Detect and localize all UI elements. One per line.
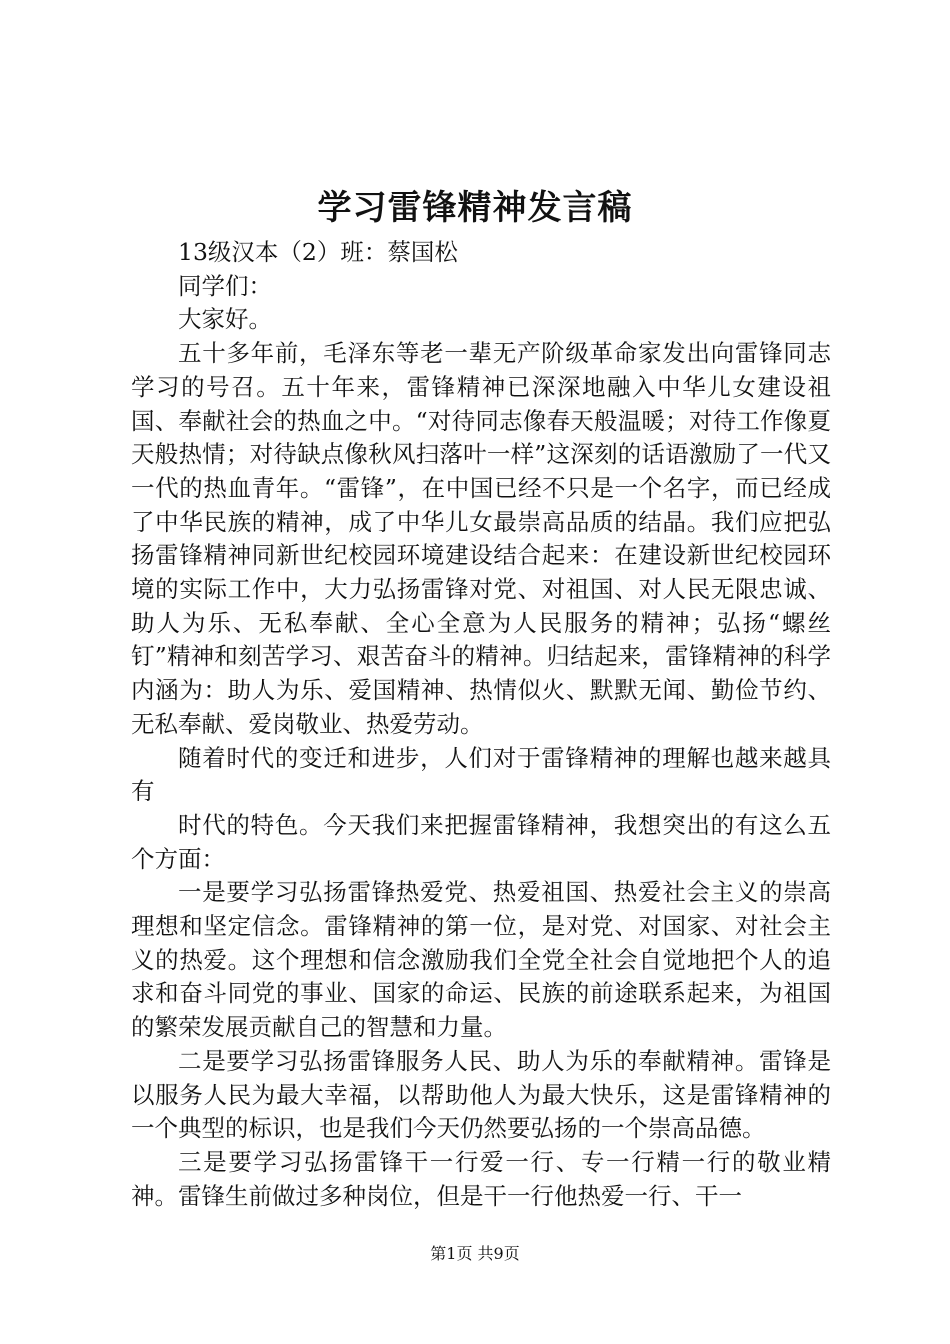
paragraph: 时代的特色。今天我们来把握雷锋精神，我想突出的有这么五个方面： xyxy=(131,810,831,873)
paragraph: 二是要学习弘扬雷锋服务人民、助人为乐的奉献精神。雷锋是以服务人民为最大幸福，以帮助他人为最大快乐，这是雷锋精神的一个典型的标识，也是我们今天仍然要弘扬的一个崇高品德。 xyxy=(131,1046,831,1143)
paragraph: 五十多年前，毛泽东等老一辈无产阶级革命家发出向雷锋同志学习的号召。五十年来，雷锋精神已深深地融入中华儿女建设祖国、奉献社会的热血之中。“对待同志像春天般温暖；对待工作像夏天般热情；对待缺点像秋风扫落叶一样”这深刻的话语激励了一代又一代的热血青年。“雷锋”，在中国已经不只是一个名字，而已经成了中华民族的精神，成了中华儿女最崇高品质的结晶。我们应把弘扬雷锋精神同新世纪校园环境建设结合起来：在建设新世纪校园环境的实际工作中，大力弘扬雷锋对党、对祖国、对人民无限忠诚、助人为乐、无私奉献、全心全意为人民服务的精神；弘扬“螺丝钉”精神和刻苦学习、艰苦奋斗的精神。归结起来，雷锋精神的科学内涵为：助人为乐、爱国精神、热情似火、默默无闻、勤俭节约、无私奉献、爱岗敬业、热爱劳动。 xyxy=(131,339,831,738)
paragraph: 随着时代的变迁和进步，人们对于雷锋精神的理解也越来越具有 xyxy=(131,743,831,806)
author-line: 13级汉本（2）班：蔡国松 xyxy=(178,238,458,266)
greeting: 大家好。 xyxy=(178,305,272,334)
document-body xyxy=(131,208,831,1213)
page-footer: 第1页 共9页 xyxy=(430,1244,520,1263)
document-title: 学习雷锋精神发言稿 xyxy=(317,188,633,228)
paragraph: 一是要学习弘扬雷锋热爱党、热爱祖国、热爱社会主义的崇高理想和坚定信念。雷锋精神的第一位，是对党、对国家、对社会主义的热爱。这个理想和信念激励我们全党全社会自觉地把个人的追求和奋斗同党的事业、国家的命运、民族的前途联系起来，为祖国的繁荣发展贡献自己的智慧和力量。 xyxy=(131,878,831,1042)
salutation: 同学们： xyxy=(178,271,272,300)
paragraph: 三是要学习弘扬雷锋干一行爱一行、专一行精一行的敬业精神。雷锋生前做过多种岗位，但是干一行他热爱一行、干一 xyxy=(131,1147,831,1210)
